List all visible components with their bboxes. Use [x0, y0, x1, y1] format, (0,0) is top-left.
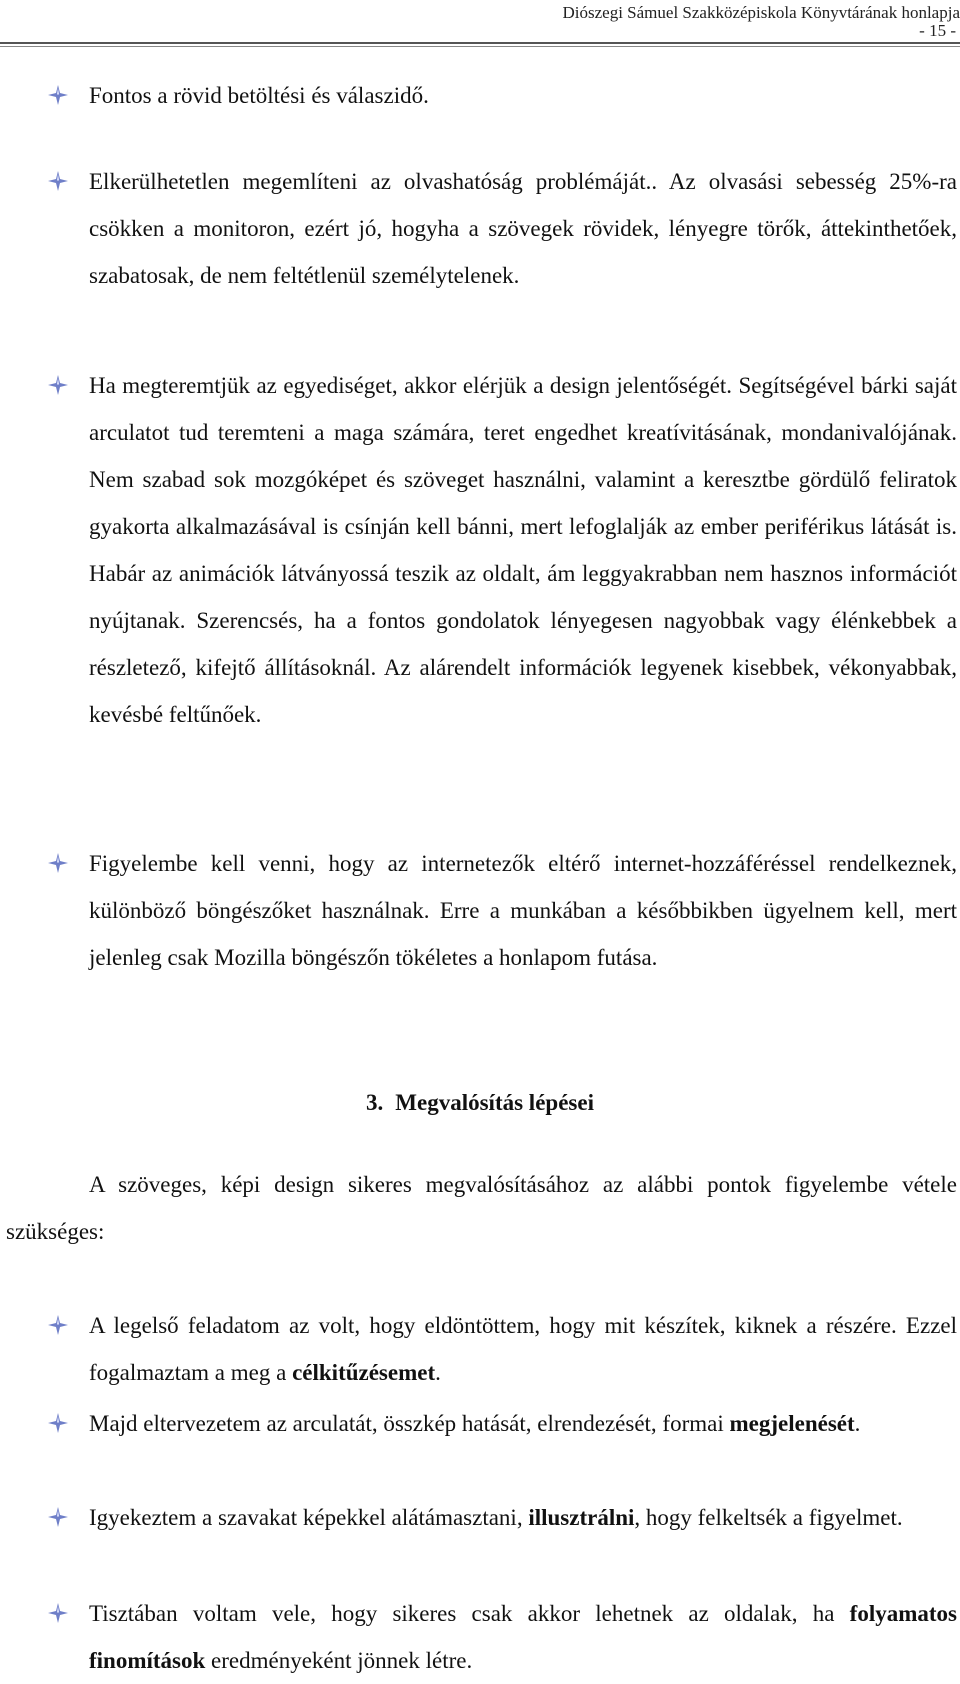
diamond-bullet-icon	[48, 85, 68, 105]
step-text-plain: .	[435, 1360, 441, 1385]
diamond-bullet-icon	[48, 1603, 68, 1623]
diamond-bullet-icon	[48, 1507, 68, 1527]
bullet-text: Figyelembe kell venni, hogy az internetezők eltérő internet-hozzáféréssel rendelkeznek, különböző böngészőket használnak. Erre a munkában a későbbikben ügyelnem kell, mert jelenleg csak Mozilla böngészőn tökéletes a honlapom futása.	[89, 851, 957, 970]
bullet-text: Fontos a rövid betöltési és válaszidő.	[89, 83, 429, 108]
running-header: Diószegi Sámuel Szakközépiskola Könyvtárának honlapja	[562, 3, 960, 22]
header-rule	[0, 42, 960, 44]
diamond-bullet-icon	[48, 1413, 68, 1433]
step-text	[89, 1494, 957, 1541]
diamond-bullet-icon	[48, 853, 68, 873]
header-rule-thin	[0, 46, 960, 47]
diamond-bullet-icon	[48, 171, 68, 191]
step-text	[89, 1590, 957, 1684]
step-text-plain: A legelső feladatom az volt, hogy eldöntöttem, hogy mit készítek, kiknek a részére. Ezzel fogalmaztam a meg a	[89, 1313, 957, 1385]
diamond-bullet-icon	[48, 1315, 68, 1335]
diamond-bullet-icon	[48, 375, 68, 395]
bullet-text: Elkerülhetetlen megemlíteni az olvashatóság problémáját.. Az olvasási sebesség 25%-ra csökken a monitoron, ezért jó, hogyha a szövegek rövidek, lényegre törők, áttekinthetőek, szabatosak, de nem feltétlenül személytelenek.	[89, 169, 957, 288]
step-text	[89, 1400, 957, 1447]
step-text-plain: , hogy felkeltsék a figyelmet.	[634, 1505, 903, 1530]
intro-paragraph: A szöveges, képi design sikeres megvalósításához az alábbi pontok figyelembe vétele szükséges:	[6, 1172, 957, 1244]
step-text-bold: célkitűzésemet	[292, 1360, 436, 1385]
section-heading	[0, 1079, 960, 1126]
step-text-bold: megjelenését	[729, 1411, 855, 1436]
step-text-bold: illusztrálni	[528, 1505, 635, 1530]
step-text-bold: folyamatos finomítások	[89, 1601, 957, 1673]
page-number: - 15 -	[919, 21, 956, 40]
step-text-plain: Igyekeztem a szavakat képekkel alátámasztani,	[89, 1505, 529, 1530]
step-text-plain: Tisztában voltam vele, hogy sikeres csak akkor lehetnek az oldalak, ha	[89, 1601, 850, 1626]
step-text-plain: eredményeként jönnek létre.	[205, 1648, 473, 1673]
step-text-plain: .	[854, 1411, 861, 1436]
step-text	[89, 1302, 957, 1396]
section-title: Megvalósítás lépései	[395, 1090, 594, 1115]
section-number: 3.	[366, 1090, 384, 1115]
step-text-plain: Majd eltervezetem az arculatát, összkép hatását, elrendezését, formai	[89, 1411, 730, 1436]
bullet-text: Ha megteremtjük az egyediséget, akkor elérjük a design jelentőségét. Segítségével bárki saját arculatot tud teremteni a maga számára, teret engedhet kreatívitásának, mondanivalójának. Nem szabad sok mozgóképet és szöveget használni, valamint a keresztbe gördülő feliratok gyakorta alkalmazásával is csínján kell bánni, mert lefoglalják az ember periférikus látását is. Habár az animációk látványossá teszik az oldalt, ám leggyakrabban nem hasznos információt nyújtanak. Szerencsés, ha a fontos gondolatok lényegesen nagyobbak vagy élénkebbek a részletező, kifejtő állításoknál. Az alárendelt információk legyenek kisebbek, vékonyabbak, kevésbé feltűnőek.	[89, 373, 957, 727]
